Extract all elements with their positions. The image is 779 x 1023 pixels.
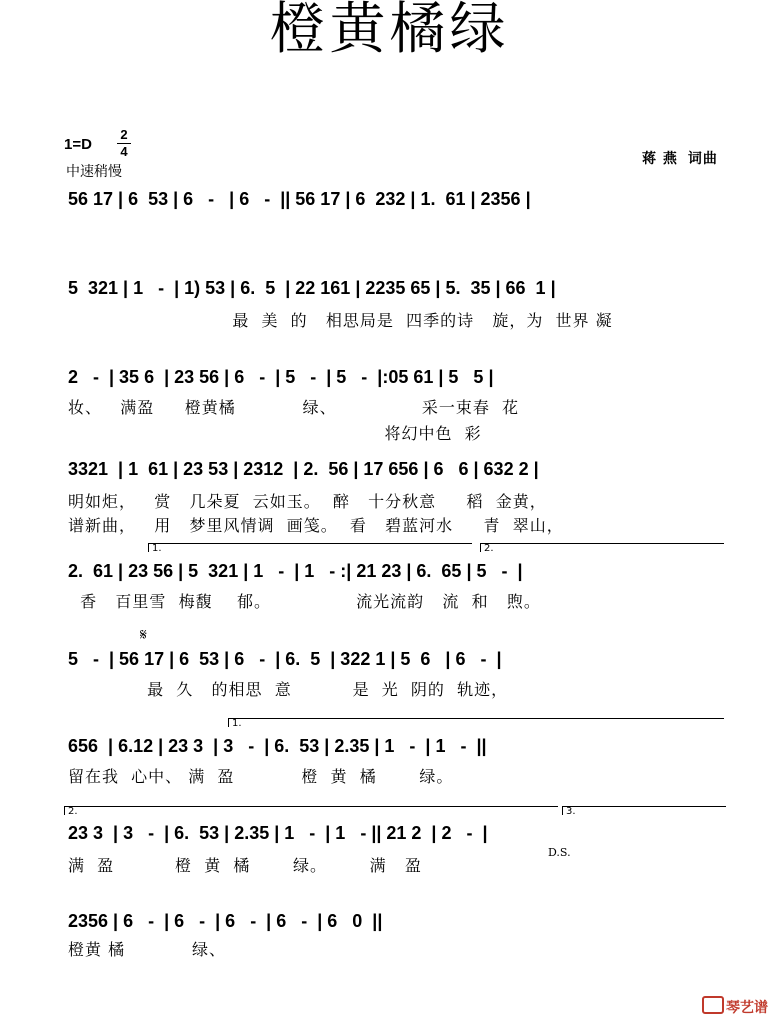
credit [642,148,718,168]
lyric-line-1: 最 美 的 相思局是 四季的诗 旋，为 世界 凝 [68,311,613,330]
notes-line: 2356 | 6 - | 6 - | 6 - | 6 - | 6 0 || [68,911,383,931]
time-top: 2 [120,127,128,142]
song-title: 橙黄橘绿 [269,0,510,62]
notes-line: 5 - | 56 17 | 6 53 | 6 - | 6. 5 | 322 1 | 5 6 | 6 - | [68,649,502,669]
segno-mark: 𝄋 [140,625,147,644]
notes-line: 656 | 6.12 | 23 3 | 3 - | 6. 53 | 2.35 | 1 - | 1 - || [68,736,487,756]
lyric-line-1: 最 久 的相思 意 是 光 阴的 轨迹， [68,680,509,699]
ds-mark: D.S. [548,846,571,859]
volta-3: 3. [562,806,726,815]
lyric-line-1: 留在我 心中、 满 盈 橙 黄 橘 绿。 [68,767,454,786]
author: 蒋 燕 [642,151,678,167]
lyric-line-2: 将幻中色 彩 [68,424,482,443]
time-signature [117,128,131,159]
lyric-line-1: 满 盈 橙 黄 橘 绿。 满 盈 [68,856,422,875]
notes-line: 2 - | 35 6 | 23 56 | 6 - | 5 - | 5 - |:05 61 | 5 5 | [68,367,494,387]
lyric-line-1: 香 百里雪 梅馥 郁。 流光流韵 流 和 煦。 [68,592,541,611]
volta-1-repeat: 1. [228,718,724,727]
notes-line: 3321 | 1 61 | 23 53 | 2312 | 2. 56 | 17 656 | 6 6 | 632 2 | [68,459,539,479]
watermark-text: 琴艺谱 [726,1000,768,1016]
volta-2: 2. [480,543,724,552]
time-bottom: 4 [120,144,128,159]
notes-line: 5 321 | 1 - | 1) 53 | 6. 5 | 22 161 | 2235 65 | 5. 35 | 66 1 | [68,278,556,298]
tempo-marking: 中速稍慢 [66,164,122,180]
site-watermark [702,996,768,1017]
lyric-line-2: 谱新曲， 用 梦里风情调 画笺。 看 碧蓝河水 青 翠山， [68,516,564,535]
notes-line: 23 3 | 3 - | 6. 53 | 2.35 | 1 - | 1 - || 21 2 | 2 - | [68,823,488,843]
volta-1: 1. [148,543,472,552]
logo-icon [702,996,724,1014]
volta-2-repeat: 2. [64,806,558,815]
key-signature: 1=D [64,136,92,153]
lyric-line-1: 橙黄 橘 绿、 [68,940,227,959]
lyric-line-1: 妆、 满盈 橙黄橘 绿、 采一束春 花 [68,398,520,417]
notes-line: 2. 61 | 23 56 | 5 321 | 1 - | 1 - :| 21 23 | 6. 65 | 5 - | [68,561,523,581]
notes-line: 56 17 | 6 53 | 6 - | 6 - || 56 17 | 6 232 | 1. 61 | 2356 | [68,189,531,209]
credit-role: 词曲 [687,151,718,167]
lyric-line-1: 明如炬， 赏 几朵夏 云如玉。 醉 十分秋意 稻 金黄， [68,492,547,511]
